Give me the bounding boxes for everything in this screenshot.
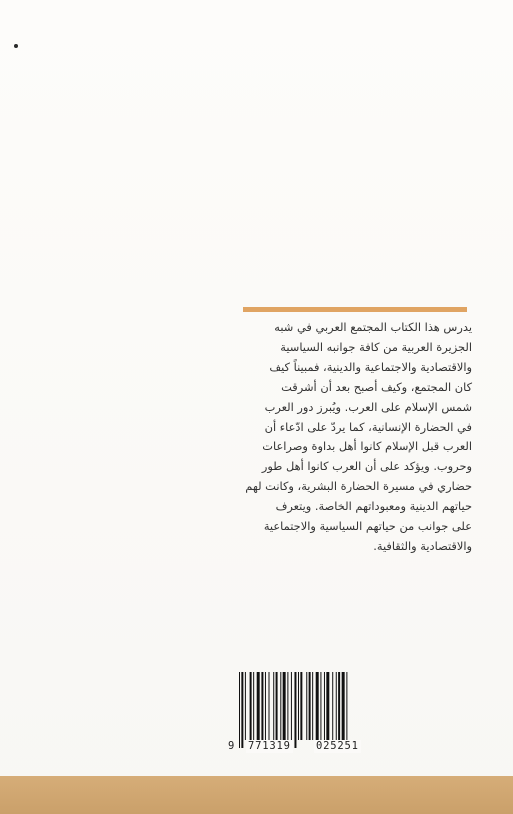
barcode-first-digit: 9 bbox=[228, 740, 236, 752]
blurb-line: والاقتصادية والثقافية. bbox=[373, 538, 472, 553]
blurb-line: شمس الإسلام على العرب. ويُبرز دور العرب bbox=[264, 399, 472, 414]
blurb-line: الجزيرة العربية من كافة جوانبه السياسية bbox=[280, 339, 472, 354]
blurb-line: كان المجتمع، وكيف أصبح بعد أن أشرقت bbox=[281, 379, 472, 394]
accent-line bbox=[243, 307, 467, 312]
barcode-right-digits: 025251 bbox=[316, 740, 359, 752]
blurb-line: على جوانب من حياتهم السياسية والاجتماعية bbox=[263, 519, 472, 534]
book-blurb bbox=[240, 318, 472, 557]
corner-dot bbox=[14, 44, 18, 48]
blurb-line: والاقتصادية والاجتماعية والدينية، فمبيناً كيف bbox=[269, 359, 472, 374]
blurb-line: حياتهم الدينية ومعبوداتهم الخاصة. ويتعرف bbox=[275, 499, 472, 514]
blurb-line: في الحضارة الإنسانية، كما يردّ على ادّعاء أن bbox=[264, 419, 472, 434]
blurb-line: حضاري في مسيرة الحضارة البشرية، وكانت لهم bbox=[245, 479, 472, 494]
barcode-bars bbox=[238, 672, 386, 748]
blurb-line: وحروب. ويؤكد على أن العرب كانوا أهل طور bbox=[261, 459, 472, 474]
blurb-line: يدرس هذا الكتاب المجتمع العربي في شبه bbox=[274, 320, 472, 334]
barcode-left-digits: 771319 bbox=[248, 740, 291, 752]
isbn-barcode bbox=[226, 672, 386, 756]
blurb-line: العرب قبل الإسلام كانوا أهل بداوة وصراعات bbox=[262, 439, 472, 454]
bottom-color-band bbox=[0, 776, 513, 814]
